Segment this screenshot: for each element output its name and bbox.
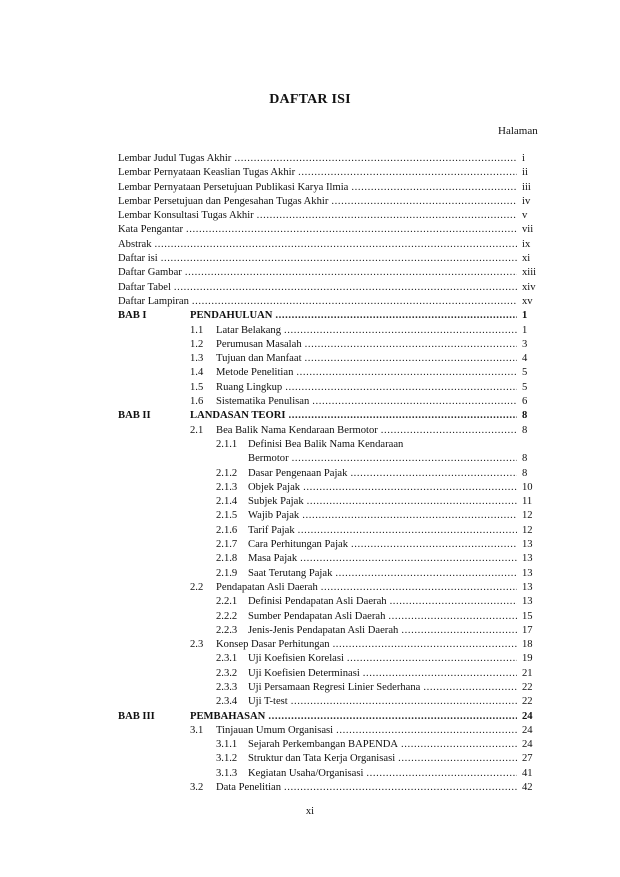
toc-entry-number: 2.1.1 — [216, 438, 238, 450]
toc-entry-label: Daftar Gambar — [118, 267, 182, 279]
toc-entry-number: 2.1 — [190, 424, 204, 436]
page-number: xi — [305, 806, 315, 817]
toc-entry-label: Abstrak — [118, 238, 152, 250]
toc-entry-page: 24 — [522, 710, 533, 722]
toc-entry — [118, 781, 542, 795]
toc-entry-number: 1.3 — [190, 353, 204, 365]
toc-entry — [118, 738, 542, 752]
toc-entry-page: xiv — [522, 281, 536, 293]
toc-entry-page: vii — [522, 224, 534, 236]
toc-dot-leader — [161, 252, 517, 266]
toc-entry-number: 3.1.1 — [216, 739, 238, 751]
toc-dot-leader — [366, 767, 517, 781]
toc-entry-page: 13 — [522, 553, 533, 565]
toc-entry-page: 8 — [522, 424, 528, 436]
toc-entry-number: 3.1 — [190, 724, 204, 736]
toc-entry-number: 2.2.2 — [216, 610, 238, 622]
toc-entry — [118, 366, 542, 380]
toc-entry-label: Uji Koefisien Korelasi — [248, 653, 344, 665]
toc-dot-leader — [257, 209, 517, 223]
toc-entry-number: 2.3.1 — [216, 653, 238, 665]
toc-dot-leader — [185, 266, 517, 280]
toc-entry-label: Sejarah Perkembangan BAPENDA — [248, 739, 399, 751]
toc-entry-number: 2.1.6 — [216, 524, 238, 536]
toc-entry-label: Struktur dan Tata Kerja Organisasi — [248, 753, 396, 765]
toc-entry-page: 8 — [522, 453, 528, 465]
toc-chapter-label: BAB III — [118, 710, 155, 722]
toc-entry — [118, 567, 542, 581]
toc-entry-number — [216, 452, 248, 466]
toc-entry-page: 5 — [522, 381, 528, 393]
toc-entry-label: Bermotor — [248, 453, 289, 465]
toc-entry — [118, 524, 542, 538]
toc-entry-page: 8 — [522, 410, 528, 422]
toc-dot-leader — [336, 724, 517, 738]
toc-entry-page: 5 — [522, 367, 528, 379]
toc-dot-leader — [155, 238, 517, 252]
toc-entry-label: LANDASAN TEORI — [190, 410, 286, 422]
toc-entry-page: 24 — [522, 739, 533, 751]
toc-entry — [118, 252, 542, 266]
toc-entry-label: Daftar Lampiran — [118, 295, 189, 307]
toc-entry — [118, 538, 542, 552]
toc-entry-label: Lembar Pernyataan Persetujuan Publikasi Karya Ilmia — [118, 181, 349, 193]
table-of-contents — [118, 152, 542, 795]
toc-entry — [118, 324, 542, 338]
toc-entry-page: 24 — [522, 724, 533, 736]
toc-dot-leader — [291, 695, 517, 709]
toc-entry — [118, 438, 542, 452]
toc-dot-leader — [381, 424, 517, 438]
toc-entry — [118, 481, 542, 495]
toc-entry-page: 17 — [522, 624, 533, 636]
toc-entry-page: 13 — [522, 596, 533, 608]
toc-dot-leader — [284, 781, 517, 795]
toc-dot-leader — [292, 452, 517, 466]
toc-entry — [118, 710, 542, 724]
toc-entry-number: 2.1.7 — [216, 539, 238, 551]
toc-entry — [118, 681, 542, 695]
toc-entry-page: v — [522, 210, 528, 222]
toc-entry-page: 11 — [522, 496, 533, 508]
toc-entry-number: 1.4 — [190, 367, 204, 379]
toc-dot-leader — [390, 595, 517, 609]
toc-entry-label: Sistematika Penulisan — [216, 396, 310, 408]
toc-entry-label: Cara Perhitungan Pajak — [248, 539, 349, 551]
toc-entry-page: 18 — [522, 639, 533, 651]
toc-entry-number: 1.2 — [190, 338, 204, 350]
toc-dot-leader — [275, 309, 517, 323]
toc-entry-label: Kegiatan Usaha/Organisasi — [248, 767, 364, 779]
toc-dot-leader — [307, 495, 517, 509]
toc-dot-leader — [312, 395, 517, 409]
toc-dot-leader — [347, 652, 517, 666]
toc-entry-page: 42 — [522, 782, 533, 794]
toc-entry-label: Wajib Pajak — [248, 510, 300, 522]
toc-entry-label: Pendapatan Asli Daerah — [216, 581, 318, 593]
toc-entry-label: Definisi Bea Balik Nama Kendaraan — [248, 438, 404, 450]
toc-entry-page: 8 — [522, 467, 528, 479]
toc-entry-label: Lembar Judul Tugas Akhir — [118, 153, 232, 164]
toc-entry — [118, 767, 542, 781]
toc-entry — [118, 610, 542, 624]
toc-entry-number: 2.2 — [190, 581, 204, 593]
toc-entry-label: Tarif Pajak — [248, 524, 295, 536]
toc-entry — [118, 238, 542, 252]
toc-dot-leader — [192, 295, 517, 309]
toc-entry — [118, 624, 542, 638]
toc-entry-label: Daftar isi — [118, 253, 158, 265]
toc-entry-label: Ruang Lingkup — [216, 381, 283, 393]
toc-entry-page: 4 — [522, 353, 528, 365]
toc-entry-label: Sumber Pendapatan Asli Daerah — [248, 610, 386, 622]
toc-entry-label: Uji Persamaan Regresi Linier Sederhana — [248, 681, 421, 693]
toc-entry-page: 27 — [522, 753, 533, 765]
toc-dot-leader — [302, 509, 517, 523]
toc-entry — [118, 295, 542, 309]
toc-entry-page: 22 — [522, 696, 533, 708]
toc-entry-label: Kata Pengantar — [118, 224, 184, 236]
toc-entry — [118, 695, 542, 709]
toc-entry — [118, 509, 542, 523]
toc-entry-page: 19 — [522, 653, 533, 665]
toc-entry-number: 2.3.3 — [216, 681, 238, 693]
toc-entry-page: 22 — [522, 681, 533, 693]
toc-entry-page: xi — [522, 253, 531, 265]
toc-entry — [118, 638, 542, 652]
toc-entry — [118, 667, 542, 681]
toc-entry-label: Lembar Persetujuan dan Pengesahan Tugas Akhir — [118, 195, 329, 207]
toc-dot-leader — [285, 381, 517, 395]
toc-entry — [118, 266, 542, 280]
toc-entry — [118, 281, 542, 295]
toc-dot-leader — [423, 681, 517, 695]
toc-dot-leader — [350, 467, 517, 481]
toc-dot-leader — [234, 152, 517, 166]
toc-dot-leader — [333, 638, 517, 652]
toc-entry-number: 2.1.4 — [216, 496, 238, 508]
toc-entry-page: 1 — [522, 324, 528, 336]
toc-dot-leader — [288, 409, 517, 423]
toc-entry-number: 2.1.3 — [216, 481, 238, 493]
toc-entry — [118, 181, 542, 195]
toc-entry-number: 1.1 — [190, 324, 204, 336]
toc-entry — [118, 495, 542, 509]
toc-entry-page: 13 — [522, 581, 533, 593]
toc-entry — [118, 581, 542, 595]
toc-entry-page: 12 — [522, 510, 533, 522]
toc-entry — [118, 352, 542, 366]
toc-entry-page: 13 — [522, 567, 533, 579]
toc-entry-label: Uji T-test — [248, 696, 288, 708]
toc-entry-label: Lembar Pernyataan Keaslian Tugas Akhir — [118, 167, 296, 179]
toc-dot-leader — [268, 710, 517, 724]
toc-entry — [118, 309, 542, 323]
toc-chapter-label: BAB II — [118, 410, 151, 422]
toc-dot-leader — [335, 567, 517, 581]
toc-dot-leader — [174, 281, 517, 295]
toc-dot-leader — [300, 552, 517, 566]
toc-entry-number: 2.2.1 — [216, 596, 238, 608]
toc-dot-leader — [305, 352, 517, 366]
toc-dot-leader — [298, 166, 517, 180]
toc-dot-leader — [296, 366, 517, 380]
toc-entry — [118, 381, 542, 395]
toc-entry-page: i — [522, 153, 525, 164]
toc-entry-label: Dasar Pengenaan Pajak — [248, 467, 348, 479]
toc-entry-number: 2.2.3 — [216, 624, 238, 636]
toc-entry-page: 15 — [522, 610, 533, 622]
toc-entry — [118, 209, 542, 223]
toc-entry-label: Subjek Pajak — [248, 496, 304, 508]
toc-entry-label: PEMBAHASAN — [190, 710, 266, 722]
toc-entry-label: Metode Penelitian — [216, 367, 294, 379]
toc-dot-leader — [321, 581, 517, 595]
toc-entry — [118, 724, 542, 738]
toc-entry-label: Masa Pajak — [248, 553, 298, 565]
toc-entry — [118, 395, 542, 409]
toc-entry-number: 2.3.4 — [216, 696, 238, 708]
toc-entry-page: 10 — [522, 481, 533, 493]
toc-entry-page — [520, 438, 542, 452]
toc-entry-label: Latar Belakang — [216, 324, 282, 336]
toc-entry-label: Data Penelitian — [216, 782, 282, 794]
toc-entry-page: 12 — [522, 524, 533, 536]
toc-entry — [118, 166, 542, 180]
toc-entry — [118, 338, 542, 352]
toc-dot-leader — [303, 481, 517, 495]
toc-entry — [118, 195, 542, 209]
toc-entry-label: Objek Pajak — [248, 481, 301, 493]
toc-entry-label: Definisi Pendapatan Asli Daerah — [248, 596, 387, 608]
toc-entry-page: iii — [522, 181, 531, 193]
toc-entry — [118, 652, 542, 666]
toc-dot-leader — [388, 610, 517, 624]
toc-entry-label: Perumusan Masalah — [216, 338, 302, 350]
toc-dot-leader — [351, 181, 517, 195]
toc-entry-number: 2.3.2 — [216, 667, 238, 679]
toc-entry-number: 1.5 — [190, 381, 204, 393]
toc-chapter-label: BAB I — [118, 310, 147, 322]
toc-entry-number: 2.3 — [190, 639, 204, 651]
toc-entry-label: Bea Balik Nama Kendaraan Bermotor — [216, 424, 378, 436]
toc-entry-page: 41 — [522, 767, 533, 779]
toc-entry-number: 1.6 — [190, 396, 204, 408]
toc-entry-page: 3 — [522, 338, 528, 350]
toc-dot-leader — [401, 624, 517, 638]
toc-entry-page: iv — [522, 195, 531, 207]
toc-entry-page: xv — [522, 295, 533, 307]
toc-entry — [118, 223, 542, 237]
toc-entry-page: ix — [522, 238, 531, 250]
toc-entry-page: 1 — [522, 310, 528, 322]
toc-entry — [118, 552, 542, 566]
toc-entry — [118, 452, 542, 466]
toc-entry-label: Tinjauan Umum Organisasi — [216, 724, 334, 736]
toc-dot-leader — [398, 752, 517, 766]
toc-entry-label: Uji Koefisien Determinasi — [248, 667, 360, 679]
toc-entry-label: Daftar Tabel — [118, 281, 171, 293]
toc-entry — [118, 467, 542, 481]
toc-entry-label: Saat Terutang Pajak — [248, 567, 333, 579]
toc-entry-number: 2.1.9 — [216, 567, 238, 579]
halaman-label: Halaman — [498, 125, 538, 137]
toc-entry-number: 2.1.2 — [216, 467, 238, 479]
toc-entry-page: ii — [522, 167, 528, 179]
toc-entry-number: 3.2 — [190, 782, 204, 794]
toc-entry-page: 13 — [522, 539, 533, 551]
toc-entry — [118, 752, 542, 766]
toc-entry-page: 6 — [522, 396, 528, 408]
toc-dot-leader — [298, 524, 517, 538]
toc-dot-leader — [351, 538, 517, 552]
toc-dot-leader — [401, 738, 517, 752]
toc-entry-number: 3.1.3 — [216, 767, 238, 779]
toc-dot-leader — [284, 324, 517, 338]
toc-dot-leader — [363, 667, 517, 681]
toc-entry-label: Jenis-Jenis Pendapatan Asli Daerah — [248, 624, 399, 636]
toc-dot-leader — [186, 223, 517, 237]
toc-entry — [118, 409, 542, 423]
toc-dot-leader — [331, 195, 517, 209]
toc-entry-label: Konsep Dasar Perhitungan — [216, 639, 330, 651]
toc-entry-page: xiii — [522, 267, 537, 279]
toc-entry — [118, 152, 542, 166]
toc-entry-label: Tujuan dan Manfaat — [216, 353, 302, 365]
toc-entry-number: 2.1.5 — [216, 510, 238, 522]
toc-dot-leader — [305, 338, 517, 352]
toc-entry-page: 21 — [522, 667, 533, 679]
toc-entry-number: 2.1.8 — [216, 553, 238, 565]
toc-entry — [118, 595, 542, 609]
page-title: DAFTAR ISI — [269, 92, 351, 107]
toc-entry-number: 3.1.2 — [216, 753, 238, 765]
toc-entry-label: PENDAHULUAN — [190, 310, 273, 322]
toc-entry — [118, 424, 542, 438]
toc-entry-label: Lembar Konsultasi Tugas Akhir — [118, 210, 254, 222]
